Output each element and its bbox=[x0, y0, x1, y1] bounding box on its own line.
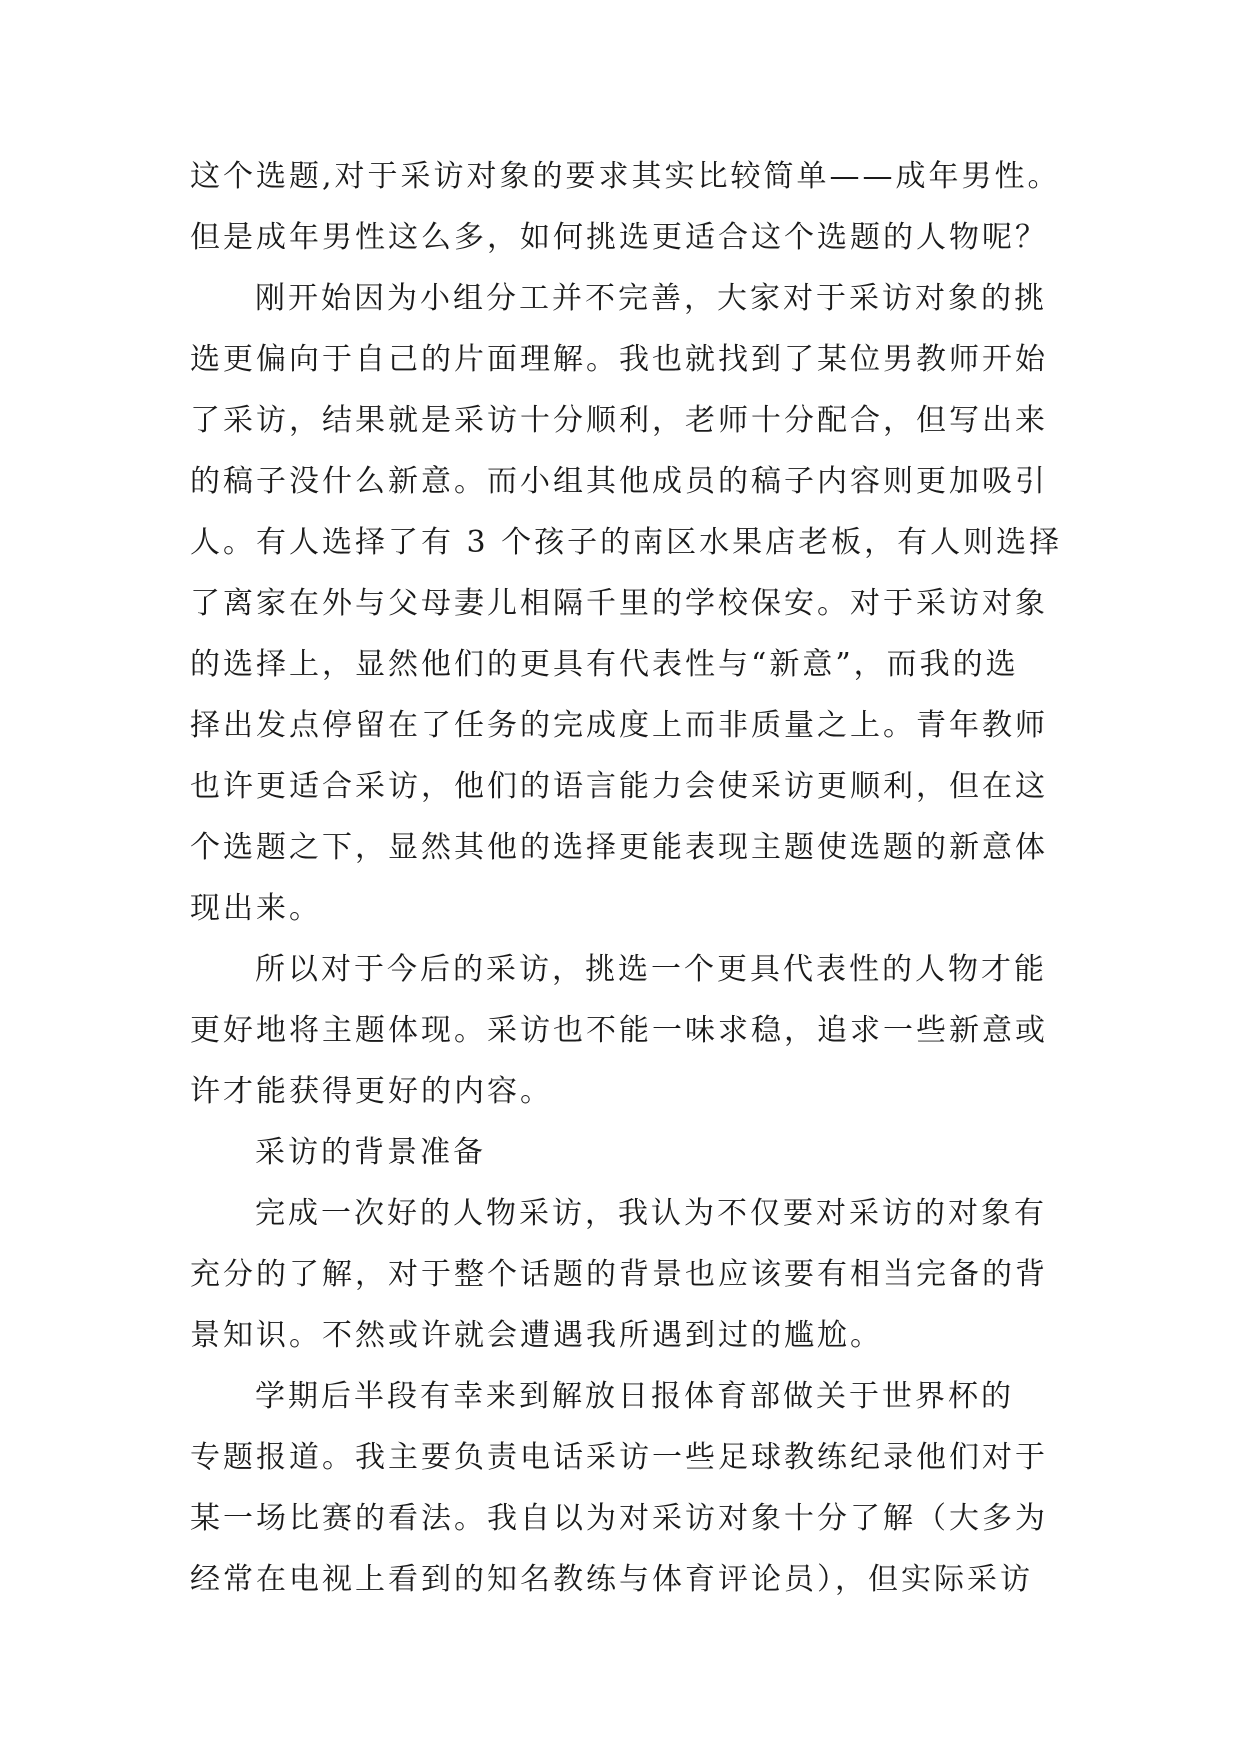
text-line: 这个选题,对于采访对象的要求其实比较简单——成年男性。 bbox=[190, 159, 1061, 194]
text-line: 充分的了解，对于整个话题的背景也应该要有相当完备的背 bbox=[190, 1257, 1048, 1292]
text-line: 人。有人选择了有 3 个孩子的南区水果店老板，有人则选择 bbox=[190, 525, 1063, 560]
text-line: 了离家在外与父母妻儿相隔千里的学校保安。对于采访对象 bbox=[190, 586, 1048, 621]
text-line: 更好地将主题体现。采访也不能一味求稳，追求一些新意或 bbox=[190, 1013, 1048, 1048]
text-line: 的稿子没什么新意。而小组其他成员的稿子内容则更加吸引 bbox=[190, 464, 1048, 499]
text-line: 了采访，结果就是采访十分顺利，老师十分配合，但写出来 bbox=[190, 403, 1048, 438]
text-line: 经常在电视上看到的知名教练与体育评论员），但实际采访 bbox=[190, 1562, 1033, 1597]
text-line: 择出发点停留在了任务的完成度上而非质量之上。青年教师 bbox=[190, 708, 1048, 743]
text-line: 景知识。不然或许就会遭遇我所遇到过的尴尬。 bbox=[190, 1318, 883, 1353]
text-line: 也许更适合采访，他们的语言能力会使采访更顺利，但在这 bbox=[190, 769, 1048, 804]
text-line: 许才能获得更好的内容。 bbox=[190, 1074, 553, 1109]
paragraph-first-line: 所以对于今后的采访，挑选一个更具代表性的人物才能 bbox=[255, 952, 1047, 987]
text-line: 选更偏向于自己的片面理解。我也就找到了某位男教师开始 bbox=[190, 342, 1048, 377]
text-line: 某一场比赛的看法。我自以为对采访对象十分了解（大多为 bbox=[190, 1501, 1048, 1536]
paragraph-first-line: 完成一次好的人物采访，我认为不仅要对采访的对象有 bbox=[255, 1196, 1047, 1231]
paragraph-first-line: 刚开始因为小组分工并不完善，大家对于采访对象的挑 bbox=[255, 281, 1047, 316]
text-line: 现出来。 bbox=[190, 891, 322, 926]
text-line: 个选题之下，显然其他的选择更能表现主题使选题的新意体 bbox=[190, 830, 1048, 865]
text-line: 专题报道。我主要负责电话采访一些足球教练纪录他们对于 bbox=[190, 1440, 1048, 1475]
section-heading: 采访的背景准备 bbox=[255, 1135, 486, 1170]
paragraph-first-line: 学期后半段有幸来到解放日报体育部做关于世界杯的 bbox=[255, 1379, 1014, 1414]
text-line: 但是成年男性这么多，如何挑选更适合这个选题的人物呢？ bbox=[190, 220, 1048, 255]
text-line: 的选择上，显然他们的更具有代表性与“新意”，而我的选 bbox=[190, 647, 1019, 682]
